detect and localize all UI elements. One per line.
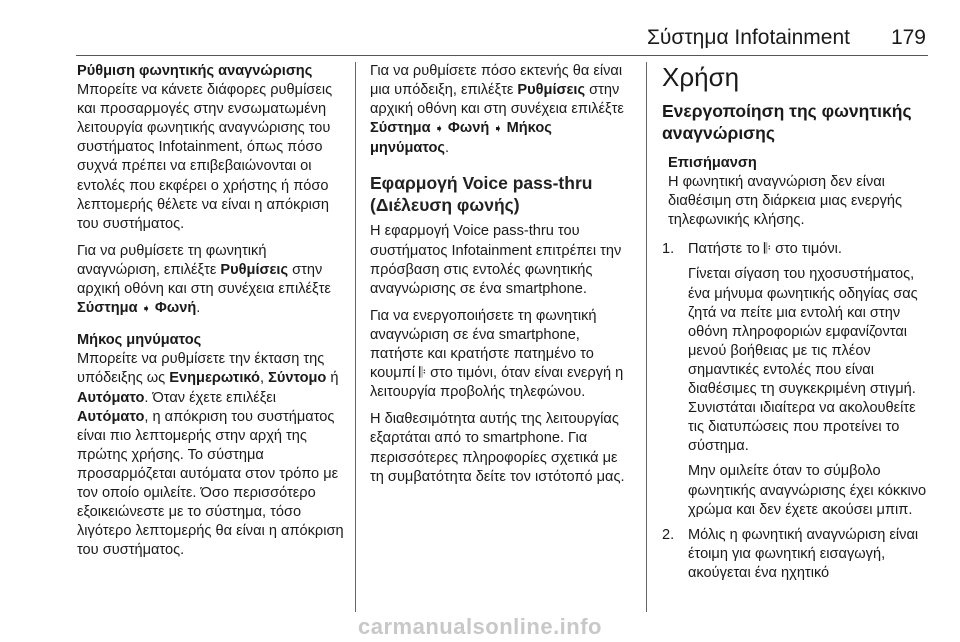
text: . <box>196 300 201 317</box>
paragraph: Η εφαρμογή Voice pass-thru του συστήματος Infotainment επιτρέπει την πρόσβαση στις εντολές φωνητικής αναγνώρισης σε ένα smartphone. <box>370 223 622 297</box>
step-number: 2. <box>662 526 675 543</box>
steering-voice-button-icon: 𝄆 <box>763 241 772 258</box>
menu-term: Σύστημα <box>77 300 138 317</box>
column-divider-1 <box>355 62 356 612</box>
text: , η απόκριση του συστήματος είναι πιο λεπτομερής στην αρχή της πρώτης χρήσης. Το σύστημα προσαρμόζεται αυτόματα στον τρόπο με τον οποίο ομιλείτε. Όσο περισσότερο εξοικειώνεστε με το σύστημα, τόσο λιγότερο λεπτομερής θα είναι η απόκριση του συστήματος. <box>77 408 344 559</box>
text: Για να ρυθμίσετε πόσο εκτενής θα είναι μια υπόδειξη, επιλέξτε <box>370 63 623 99</box>
note-title: Επισήμανση <box>668 155 757 171</box>
watermark: carmanualsonline.info <box>358 614 602 639</box>
paragraph: Μην ομιλείτε όταν το σύμβολο φωνητικής αναγνώρισης έχει κόκκινο χρώμα και δεν έχετε ακούσει μπιπ. <box>688 463 927 518</box>
list-item <box>662 526 930 583</box>
heading-activate-voice: Ενεργοποίηση της φωνητικής αναγνώρισης <box>662 101 912 143</box>
text: Για να ρυθμίσετε τη φωνητική αναγνώριση, επιλέξτε <box>77 242 267 278</box>
text: στην αρχική οθόνη και στη συνέχεια επιλέξτε <box>77 261 331 298</box>
text: στην αρχική οθόνη και στη συνέχεια επιλέξτε <box>370 82 624 118</box>
column-2 <box>370 62 634 495</box>
menu-term: Μήκος μηνύματος <box>370 120 552 157</box>
step-number: 1. <box>662 241 675 258</box>
steps-list <box>662 240 930 583</box>
menu-term: Ρυθμίσεις <box>517 82 586 99</box>
note-box <box>662 154 930 230</box>
text: . Όταν έχετε επιλέξει <box>144 389 277 406</box>
arrow-icon: ➧ <box>141 303 151 316</box>
paragraph <box>370 307 634 402</box>
text: . <box>444 140 450 157</box>
text: , <box>259 370 269 387</box>
paragraph: Γίνεται σίγαση του ηχοσυστήματος, ένα μήνυμα φωνητικής οδηγίας σας ζητά να πείτε μια εντολή και στην οθόνη πληροφοριών εμφανίζονται μενού βοήθειας με τις πλέον σημαντικές εντολές που είναι διαθέσιμες τη συγκεκριμένη στιγμή. Συνιστάται ιδιαίτερα να ακολουθείτε τις διατυπώσεις που προτείνει το σύστημα. <box>688 266 918 455</box>
note-body: Η φωνητική αναγνώριση δεν είναι διαθέσιμη στη διάρκεια μιας ενεργής τηλεφωνικής κλήσης. <box>668 174 903 229</box>
column-divider-2 <box>646 62 647 612</box>
heading-use: Χρήση <box>662 62 740 92</box>
menu-term: Αυτόματο <box>77 389 145 406</box>
paragraph <box>77 242 349 319</box>
text: Πατήστε το <box>688 241 764 258</box>
menu-term: Σύντομο <box>268 370 327 387</box>
paragraph: Μόλις η φωνητική αναγνώριση είναι έτοιμη για φωνητική εισαγωγή, ακούγεται ένα ηχητικό <box>688 526 919 581</box>
section-title: Σύστημα Infotainment <box>646 26 850 49</box>
arrow-icon: ➧ <box>434 123 444 136</box>
list-item <box>662 240 930 519</box>
column-1 <box>77 62 349 568</box>
page-number: 179 <box>890 26 926 49</box>
paragraph: Μπορείτε να κάνετε διάφορες ρυθμίσεις και προσαρμογές στην ενσωματωμένη λειτουργία φωνητικής αναγνώρισης του συστήματος Infotainment, όπως πόσο συχνά πρέπει να επιβεβαιώνονται οι εντολές που εκφέρει ο χρήστης ή πόσο λεπτομερής θέλετε να είναι η απόκριση του συστήματος. <box>77 82 333 232</box>
subheading-message-length: Μήκος μηνύματος <box>77 332 202 349</box>
menu-term: Ρυθμίσεις <box>220 261 289 278</box>
menu-term: Φωνή <box>154 300 197 317</box>
paragraph <box>77 350 349 560</box>
text: ή <box>326 370 339 387</box>
steering-voice-button-icon: 𝄆 <box>419 365 427 382</box>
column-3 <box>662 62 930 589</box>
heading-voice-pass-thru: Εφαρμογή Voice pass-thru (Διέλευση φωνής) <box>370 173 593 216</box>
paragraph <box>688 240 930 259</box>
text: Για να ενεργοποιήσετε τη φωνητική αναγνώριση σε ένα smartphone, πατήστε και κρατήστε πατημένο το κουμπί <box>370 307 597 382</box>
arrow-icon: ➧ <box>493 123 503 136</box>
menu-term: Φωνή <box>447 120 490 137</box>
menu-term: Ενημερωτικό <box>169 370 260 387</box>
subheading-voice-settings: Ρύθμιση φωνητικής αναγνώρισης <box>77 63 313 79</box>
text: Μπορείτε να ρυθμίσετε την έκταση της υπόδειξης ως <box>77 351 325 387</box>
text: στο τιμόνι. <box>771 241 842 258</box>
menu-term: Σύστημα <box>370 120 431 137</box>
page-header <box>0 0 960 56</box>
menu-term: Αυτόματο <box>77 408 145 425</box>
header-divider <box>76 55 928 56</box>
paragraph <box>370 62 634 158</box>
paragraph: Η διαθεσιμότητα αυτής της λειτουργίας εξαρτάται από το smartphone. Για περισσότερες πληροφορίες σχετικά με τη συμβατότητα δείτε τον ιστότοπό μας. <box>370 411 625 485</box>
text: στο τιμόνι, όταν είναι ενεργή η λειτουργία προβολής τηλεφώνου. <box>370 365 624 401</box>
